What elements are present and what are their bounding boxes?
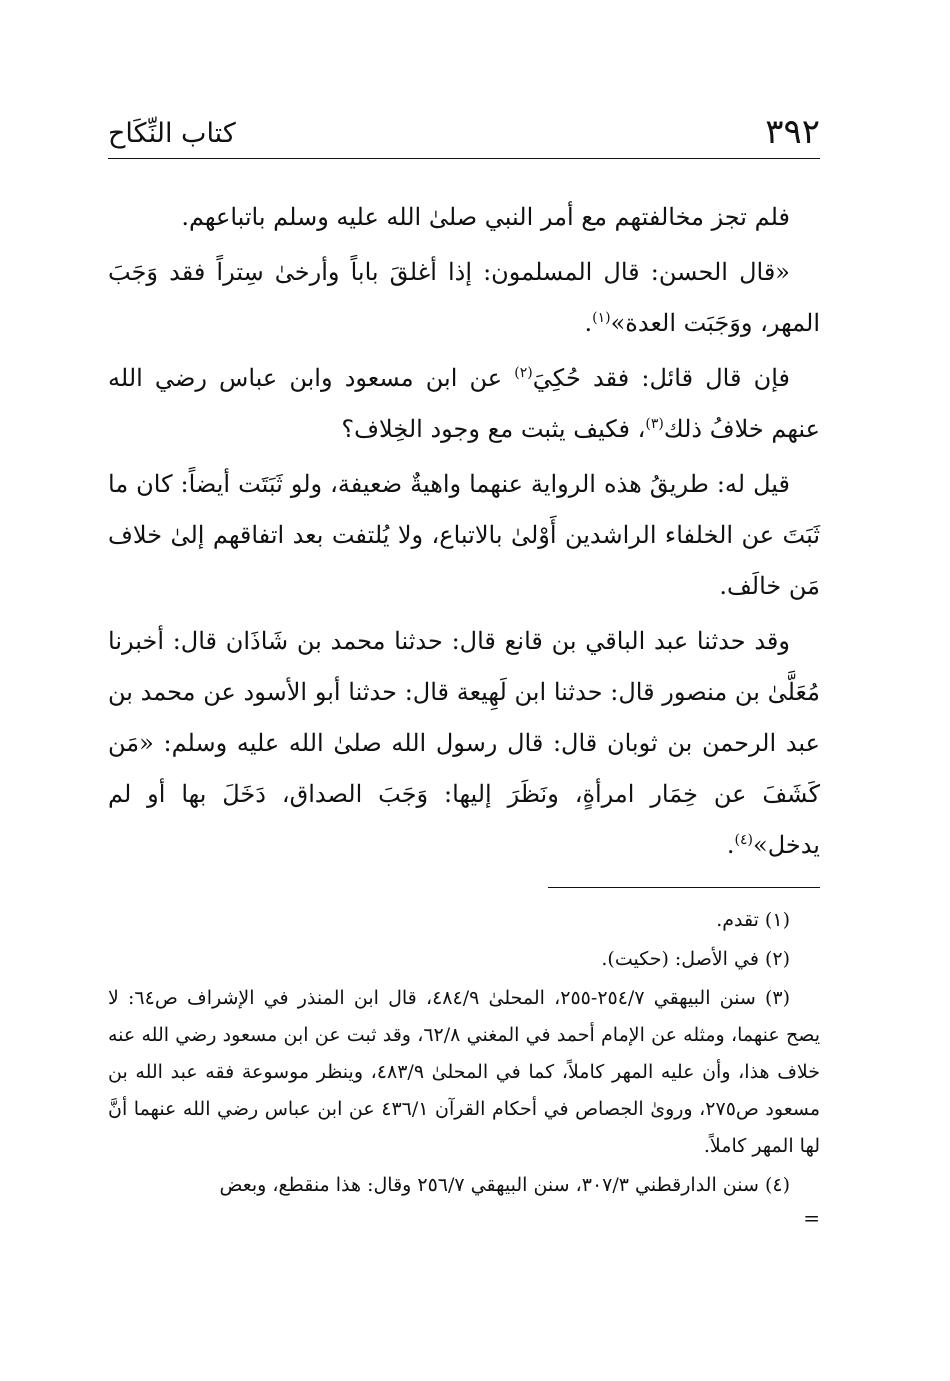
paragraph: قيل له: طريقُ هذه الرواية عنهما واهيةٌ ضعيفة، ولو ثَبَتَت أيضاً: كان ما ثَبَتَ عن الخلفاء الراشدين أَوْلىٰ بالاتباع، ولا يُلتفت بعد اتفاقهم إلىٰ خلاف مَن خالَف. — [108, 470, 820, 600]
paragraph: «قال الحسن: قال المسلمون: إذا أغلقَ باباً وأرخىٰ سِتراً فقد وَجَبَ المهر، ووَجَبَت العدة»$^{(١)}$. — [108, 258, 820, 337]
page-header — [108, 110, 820, 156]
footnotes — [108, 902, 820, 1228]
footnote-ref[interactable]: (٤) — [734, 832, 754, 848]
main-text — [108, 192, 820, 875]
footnote-rule — [548, 887, 820, 888]
continuation-mark: = — [803, 1206, 820, 1230]
footnote: (٢) في الأصل: (حكيت). — [601, 948, 790, 970]
page-number: ٣٩٢ — [765, 112, 820, 152]
footnote: (١) تقدم. — [716, 909, 790, 931]
footnote-ref[interactable]: (٣) — [645, 416, 664, 432]
footnote-ref[interactable]: (٢) — [514, 365, 533, 381]
paragraph: فإن قال قائل: فقد حُكِيَ$^{(٢)}$ عن ابن مسعود وابن عباس رضي الله عنهم خلافُ ذلك$^{(٣)}$، فكيف يثبت مع وجود الخِلاف؟ — [108, 364, 820, 443]
footnote: (٤) سنن الدارقطني ٣٠٧/٣، سنن البيهقي ٢٥٦/٧ وقال: هذا منقطع، وبعض — [219, 1174, 790, 1196]
paragraph: وقد حدثنا عبد الباقي بن قانع قال: حدثنا محمد بن شَاذَان قال: أخبرنا مُعَلَّىٰ بن منصور قال: حدثنا ابن لَهِيعة قال: حدثنا أبو الأسود عن محمد بن عبد الرحمن بن ثوبان قال: قال رسول الله صلىٰ الله عليه وسلم: «مَن كَشَفَ عن خِمَار امرأةٍ، ونَظَرَ إليها: وَجَبَ الصداق، دَخَلَ بها أو لم يدخل»$^{(٤)}$. — [108, 627, 820, 859]
paragraph: فلم تجز مخالفتهم مع أمر النبي صلىٰ الله عليه وسلم باتباعهم. — [181, 203, 790, 231]
book-page — [108, 110, 820, 1310]
header-rule — [108, 158, 820, 159]
footnote-ref[interactable]: (١) — [592, 310, 611, 326]
running-title: كتاب النِّكَاح — [108, 118, 236, 149]
footnote: (٣) سنن البيهقي ٢٥٤/٧-٢٥٥، المحلىٰ ٤٨٤/٩، قال ابن المنذر في الإشراف ص٦٤: لا يصح عنهما، ومثله عن الإمام أحمد في المغني ٦٢/٨، وقد ثبت عن ابن مسعود رضي الله عنه خلاف هذا، وأن عليه المهر كاملاً، كما في المحلىٰ ٤٨٣/٩، وينظر موسوعة فقه عبد الله بن مسعود ص٢٧٥، وروىٰ الجصاص في أحكام القرآن ٤٣٦/١ عن ابن عباس رضي الله عنهما أنَّ لها المهر كاملاً. — [108, 987, 821, 1157]
